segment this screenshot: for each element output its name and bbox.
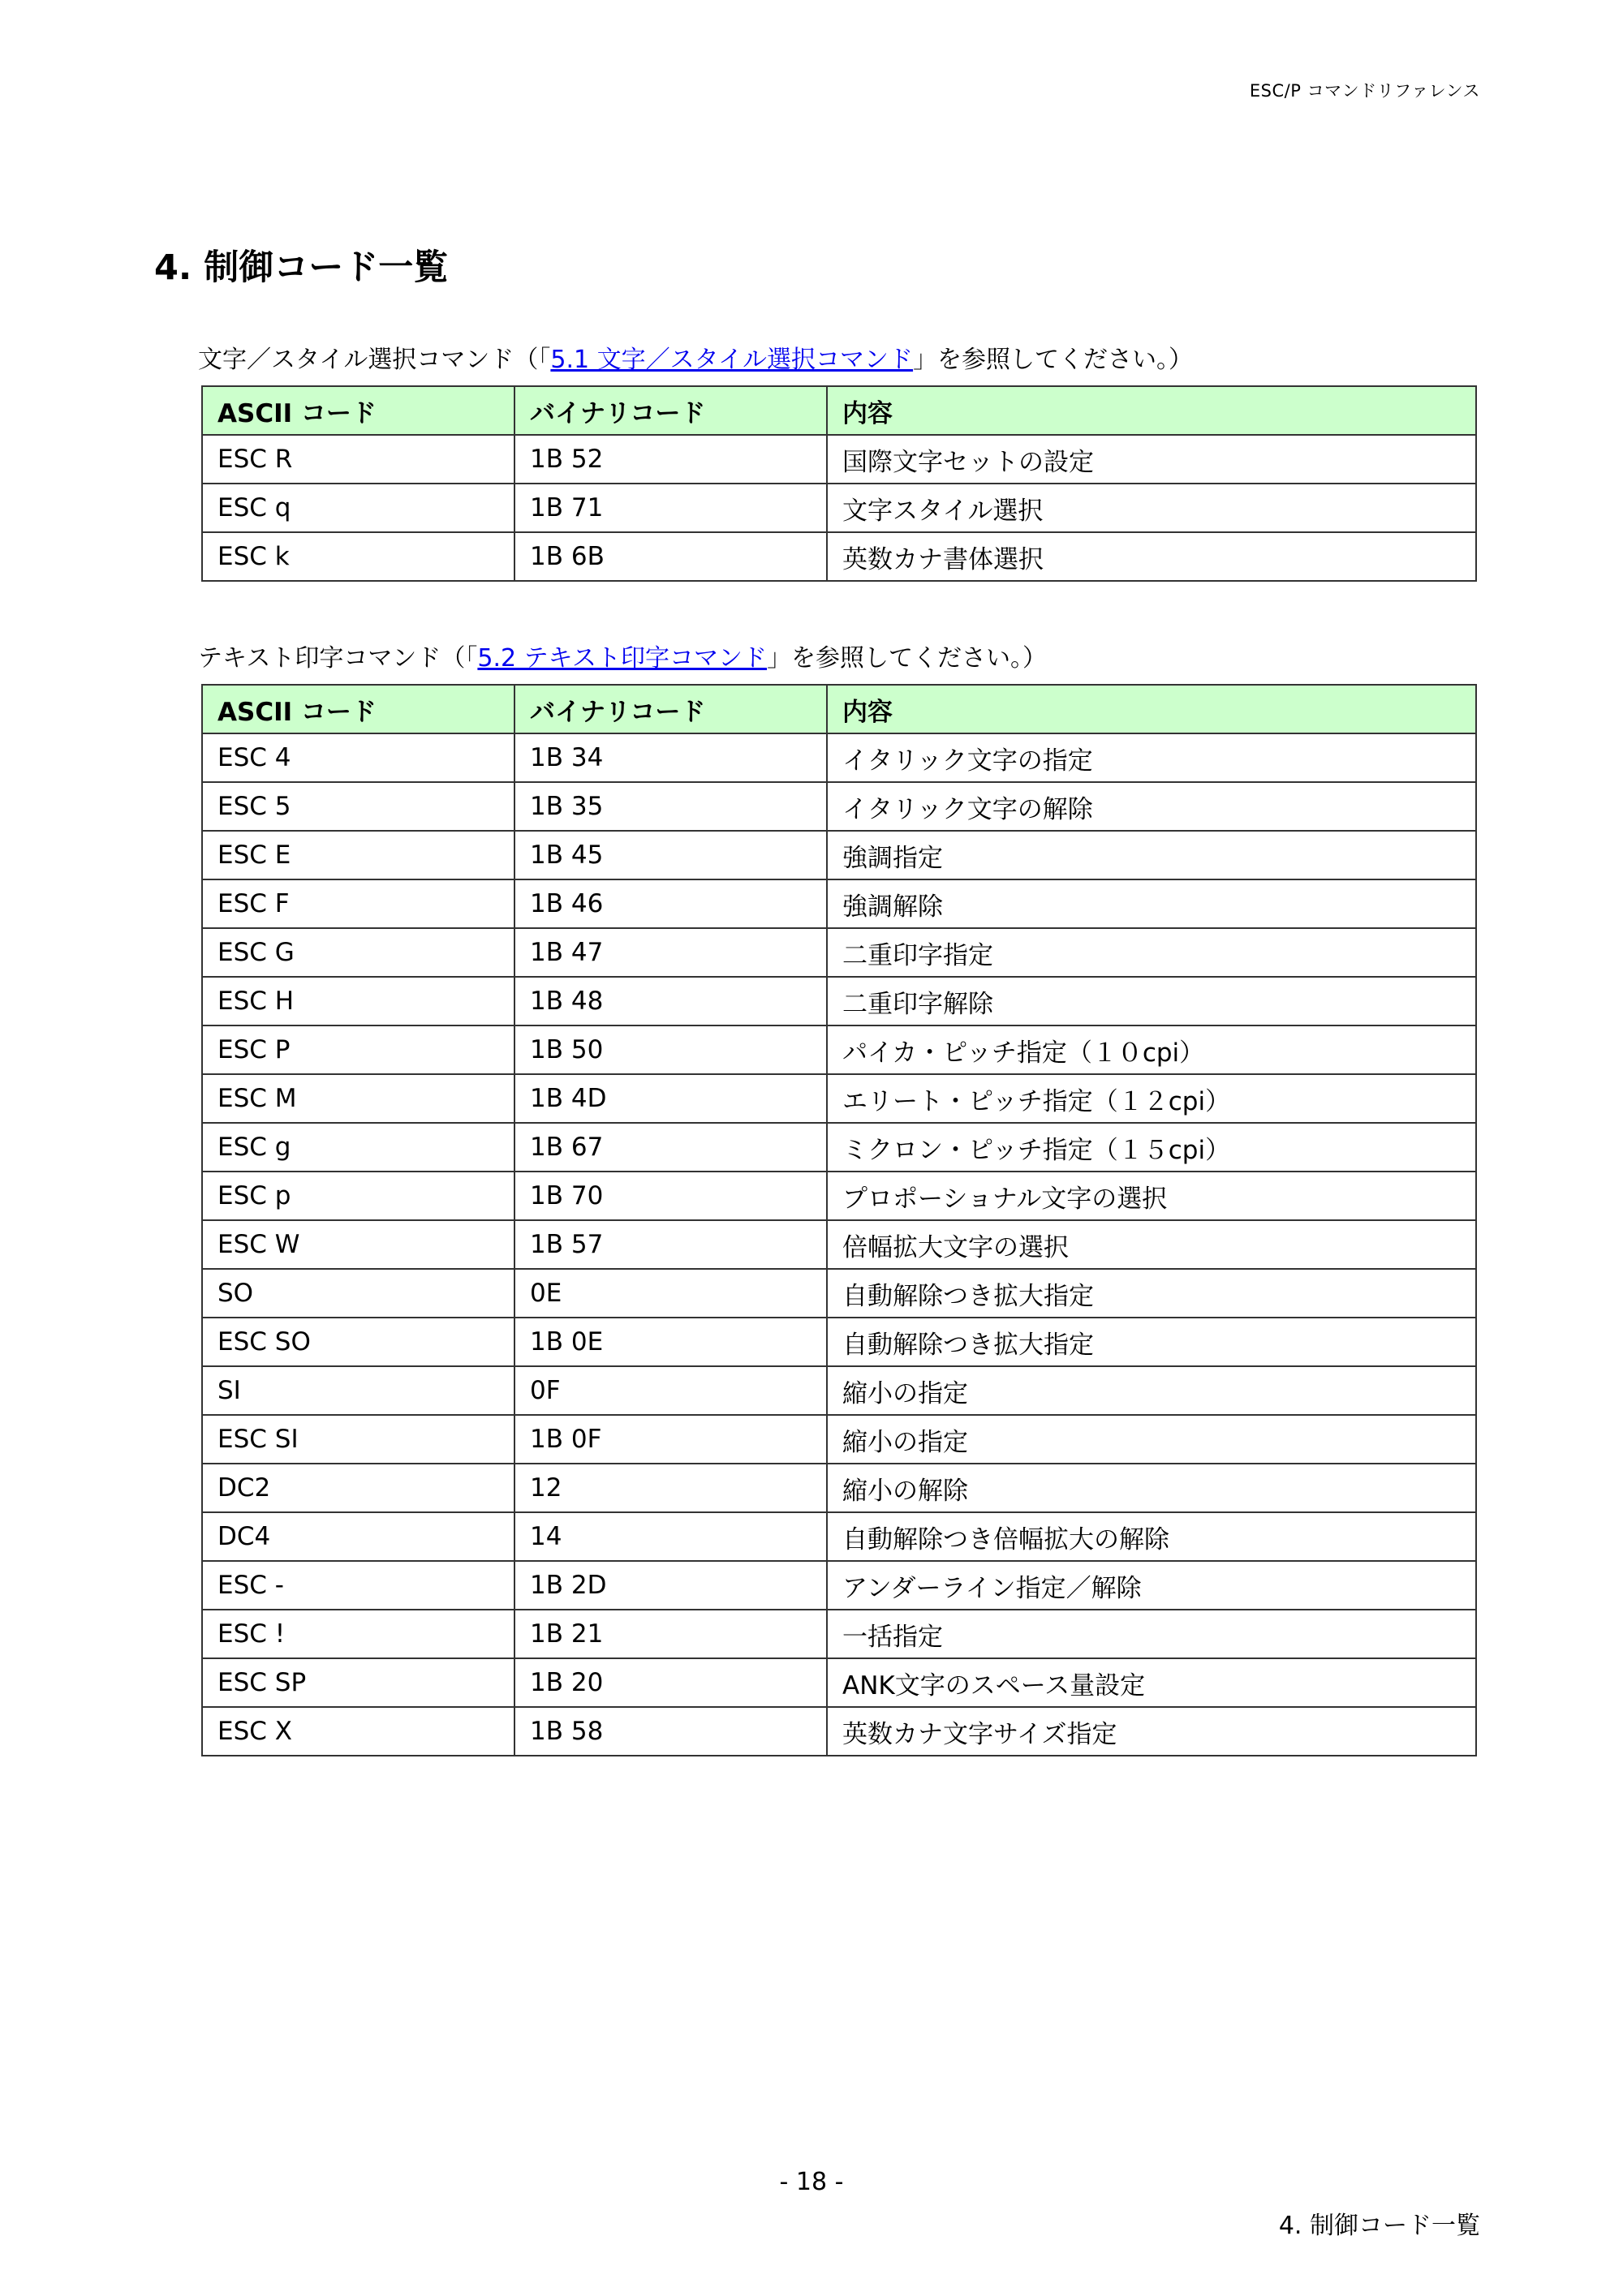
cell-ascii: ESC - (202, 1561, 514, 1610)
running-header: ESC/P コマンドリファレンス (1249, 81, 1480, 101)
cell-content: 英数カナ文字サイズ指定 (827, 1707, 1476, 1756)
page-number: - 18 - (779, 2168, 844, 2196)
table-row (202, 831, 1476, 879)
cell-binary: 0E (514, 1269, 827, 1318)
caption-suffix: 」を参照してください。） (913, 346, 1194, 374)
cell-content: イタリック文字の指定 (827, 733, 1476, 782)
cell-content: 縮小の解除 (827, 1464, 1476, 1512)
table-row (202, 1123, 1476, 1172)
cell-binary: 1B 52 (514, 435, 827, 484)
table-row (202, 1318, 1476, 1366)
cell-ascii: ESC p (202, 1172, 514, 1220)
cell-content: 一括指定 (827, 1610, 1476, 1658)
table-row (202, 782, 1476, 831)
cell-content: イタリック文字の解除 (827, 782, 1476, 831)
cell-ascii: ESC X (202, 1707, 514, 1756)
caption-prefix: 文字／スタイル選択コマンド（「 (198, 346, 551, 374)
column-header-content: 内容 (827, 386, 1476, 435)
table-row (202, 1512, 1476, 1561)
cell-content: 縮小の指定 (827, 1415, 1476, 1464)
cell-binary: 1B 0F (514, 1415, 827, 1464)
cell-content: 二重印字指定 (827, 928, 1476, 977)
cell-content: エリート・ピッチ指定（１２cpi） (827, 1074, 1476, 1123)
cell-ascii: ESC SI (202, 1415, 514, 1464)
cell-ascii: ESC SP (202, 1658, 514, 1707)
cell-content: パイカ・ピッチ指定（１０cpi） (827, 1025, 1476, 1074)
table-header-row (202, 386, 1476, 435)
cell-ascii: ESC P (202, 1025, 514, 1074)
cell-ascii: ESC G (202, 928, 514, 977)
cell-content: ANK文字のスペース量設定 (827, 1658, 1476, 1707)
cell-binary: 0F (514, 1366, 827, 1415)
table-row (202, 1561, 1476, 1610)
cell-content: プロポーショナル文字の選択 (827, 1172, 1476, 1220)
cell-ascii: ESC g (202, 1123, 514, 1172)
cell-content: 強調解除 (827, 879, 1476, 928)
caption-prefix: テキスト印字コマンド（「 (198, 644, 478, 673)
cell-ascii: ESC q (202, 484, 514, 532)
style-select-command-table (201, 385, 1477, 582)
section-caption-style-select (198, 344, 1193, 376)
cell-content: 強調指定 (827, 831, 1476, 879)
table-row (202, 484, 1476, 532)
cell-ascii: DC4 (202, 1512, 514, 1561)
cell-binary: 1B 71 (514, 484, 827, 532)
cell-content: 文字スタイル選択 (827, 484, 1476, 532)
cell-ascii: ESC 4 (202, 733, 514, 782)
text-print-command-table (201, 684, 1477, 1756)
cell-ascii: SI (202, 1366, 514, 1415)
cell-binary: 1B 45 (514, 831, 827, 879)
cell-binary: 14 (514, 1512, 827, 1561)
cell-content: 国際文字セットの設定 (827, 435, 1476, 484)
table-row (202, 977, 1476, 1025)
cell-content: 二重印字解除 (827, 977, 1476, 1025)
cell-ascii: ESC SO (202, 1318, 514, 1366)
table-row (202, 1464, 1476, 1512)
chapter-title: 4. 制御コード一覧 (154, 247, 449, 288)
cell-content: 英数カナ書体選択 (827, 532, 1476, 581)
table-row (202, 1415, 1476, 1464)
cell-binary: 1B 58 (514, 1707, 827, 1756)
cell-binary: 1B 57 (514, 1220, 827, 1269)
cell-binary: 1B 6B (514, 532, 827, 581)
column-header-binary: バイナリコード (514, 386, 827, 435)
cell-ascii: ESC W (202, 1220, 514, 1269)
cell-ascii: SO (202, 1269, 514, 1318)
table-row (202, 928, 1476, 977)
table-row (202, 532, 1476, 581)
cell-binary: 1B 50 (514, 1025, 827, 1074)
cell-binary: 1B 70 (514, 1172, 827, 1220)
section-caption-text-print (198, 643, 1047, 675)
cell-content: 自動解除つき拡大指定 (827, 1269, 1476, 1318)
cell-binary: 1B 47 (514, 928, 827, 977)
cell-binary: 1B 67 (514, 1123, 827, 1172)
table-row (202, 1172, 1476, 1220)
cell-binary: 1B 46 (514, 879, 827, 928)
cell-binary: 1B 0E (514, 1318, 827, 1366)
table-row (202, 1658, 1476, 1707)
cell-content: 縮小の指定 (827, 1366, 1476, 1415)
cell-ascii: ESC R (202, 435, 514, 484)
table-row (202, 733, 1476, 782)
cell-binary: 1B 35 (514, 782, 827, 831)
cell-binary: 1B 21 (514, 1610, 827, 1658)
cell-content: 自動解除つき倍幅拡大の解除 (827, 1512, 1476, 1561)
column-header-ascii: ASCII コード (202, 685, 514, 733)
column-header-content: 内容 (827, 685, 1476, 733)
cell-ascii: ESC M (202, 1074, 514, 1123)
table-row (202, 435, 1476, 484)
cell-binary: 1B 4D (514, 1074, 827, 1123)
cell-ascii: ESC ! (202, 1610, 514, 1658)
table-row (202, 1220, 1476, 1269)
cell-content: ミクロン・ピッチ指定（１５cpi） (827, 1123, 1476, 1172)
column-header-ascii: ASCII コード (202, 386, 514, 435)
table-header-row (202, 685, 1476, 733)
table-row (202, 1610, 1476, 1658)
table-row (202, 879, 1476, 928)
table-row (202, 1269, 1476, 1318)
cell-ascii: ESC F (202, 879, 514, 928)
cell-binary: 1B 20 (514, 1658, 827, 1707)
cell-binary: 1B 48 (514, 977, 827, 1025)
cell-binary: 1B 2D (514, 1561, 827, 1610)
cell-ascii: DC2 (202, 1464, 514, 1512)
table-row (202, 1366, 1476, 1415)
table-row (202, 1074, 1476, 1123)
cell-ascii: ESC k (202, 532, 514, 581)
cell-content: 自動解除つき拡大指定 (827, 1318, 1476, 1366)
running-footer: 4. 制御コード一覧 (1278, 2212, 1480, 2240)
reference-link-5-1[interactable]: 5.1 文字／スタイル選択コマンド (550, 346, 914, 374)
cell-binary: 12 (514, 1464, 827, 1512)
cell-ascii: ESC 5 (202, 782, 514, 831)
cell-ascii: ESC H (202, 977, 514, 1025)
column-header-binary: バイナリコード (514, 685, 827, 733)
table-row (202, 1707, 1476, 1756)
reference-link-5-2[interactable]: 5.2 テキスト印字コマンド (477, 644, 768, 673)
caption-suffix: 」を参照してください。） (767, 644, 1048, 673)
cell-content: 倍幅拡大文字の選択 (827, 1220, 1476, 1269)
cell-ascii: ESC E (202, 831, 514, 879)
cell-content: アンダーライン指定／解除 (827, 1561, 1476, 1610)
cell-binary: 1B 34 (514, 733, 827, 782)
table-row (202, 1025, 1476, 1074)
